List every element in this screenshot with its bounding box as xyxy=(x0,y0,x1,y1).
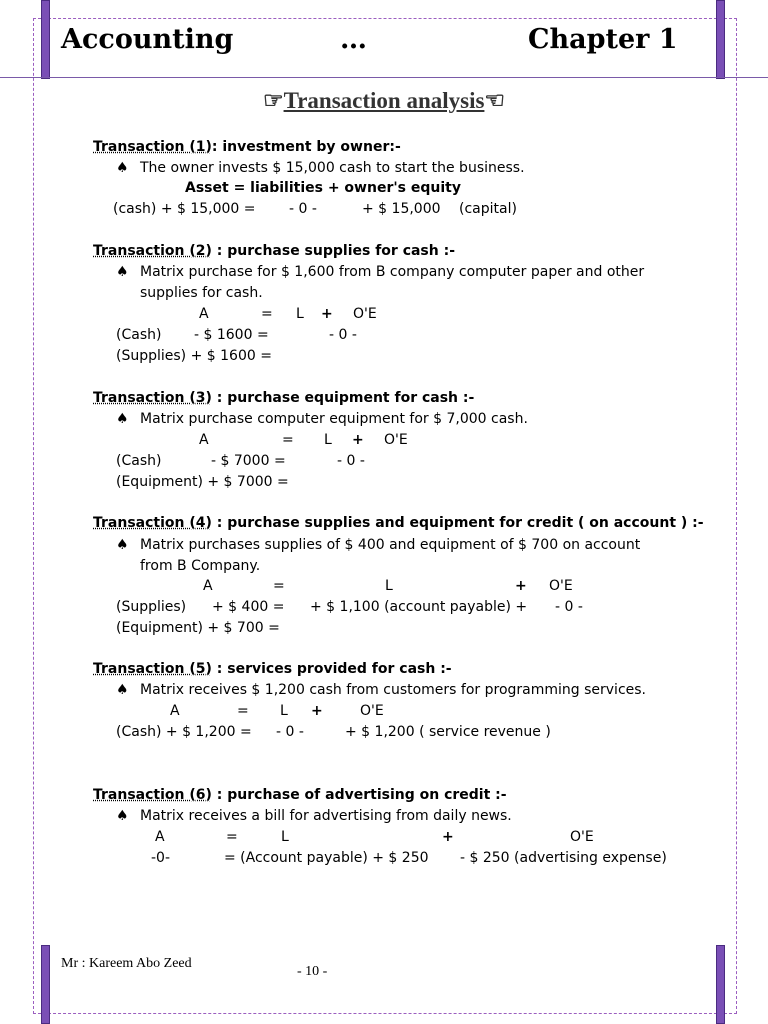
page-title xyxy=(0,88,768,114)
transaction-2-heading: Transaction (2) : purchase supplies for cash :- xyxy=(93,243,456,259)
transaction-4-description-cont: from B Company. xyxy=(140,558,261,574)
t1-liabilities: - 0 - xyxy=(289,201,317,217)
bottom-right-bar xyxy=(716,945,725,1024)
t3-col-l: L xyxy=(324,432,332,448)
t4-equity: - 0 - xyxy=(555,599,583,615)
t3-col-plus: + xyxy=(352,432,364,448)
t3-col-oe: O'E xyxy=(384,432,408,448)
t6-advertising-expense: - $ 250 (advertising expense) xyxy=(460,850,667,866)
footer-author: Mr : Kareem Abo Zeed xyxy=(61,956,192,971)
bottom-left-bar xyxy=(41,945,50,1024)
header-subject: Accounting xyxy=(61,24,234,55)
t3-cash-amount: - $ 7000 = xyxy=(211,453,286,469)
header-ellipsis: … xyxy=(340,24,367,55)
t2-cash-amount: - $ 1600 = xyxy=(194,327,269,343)
t6-asset: -0- xyxy=(151,850,171,866)
t6-col-a: A xyxy=(155,829,165,845)
t5-liabilities: - 0 - xyxy=(276,724,304,740)
transaction-1-heading: Transaction (1): investment by owner:- xyxy=(93,139,401,155)
t4-supplies-amount: + $ 400 = xyxy=(212,599,285,615)
t1-equity: + $ 15,000 xyxy=(362,201,441,217)
t2-col-a: A xyxy=(199,306,209,322)
transaction-3-description: Matrix purchase computer equipment for $ 7,000 cash. xyxy=(140,411,528,427)
t6-account-payable: = (Account payable) + $ 250 xyxy=(224,850,429,866)
t4-account-payable: + $ 1,100 (account payable) + xyxy=(310,599,528,615)
t1-capital: (capital) xyxy=(459,201,517,217)
t4-col-eq: = xyxy=(273,578,285,594)
t5-col-a: A xyxy=(170,703,180,719)
page-number: - 10 - xyxy=(297,964,328,979)
t4-col-plus: + xyxy=(515,578,527,594)
t2-col-l: L xyxy=(296,306,304,322)
t5-col-oe: O'E xyxy=(360,703,384,719)
spade-bullet-icon: ♠ xyxy=(116,808,129,824)
t2-supplies-entry: (Supplies) + $ 1600 = xyxy=(116,348,272,364)
spade-bullet-icon: ♠ xyxy=(116,537,129,553)
t5-col-eq: = xyxy=(237,703,249,719)
t2-col-eq: = xyxy=(261,306,273,322)
t6-col-plus: + xyxy=(442,829,454,845)
t3-cash-label: (Cash) xyxy=(116,453,162,469)
t1-cash-entry: (cash) + $ 15,000 = xyxy=(113,201,256,217)
t2-col-oe: O'E xyxy=(353,306,377,322)
transaction-2-description: Matrix purchase for $ 1,600 from B company computer paper and other xyxy=(140,264,645,280)
pointing-left-hand-icon: ☜ xyxy=(484,88,506,113)
t4-col-oe: O'E xyxy=(549,578,573,594)
pointing-right-hand-icon: ☞ xyxy=(262,88,284,113)
transaction-2-description-cont: supplies for cash. xyxy=(140,285,263,301)
header-rule xyxy=(0,77,768,78)
transaction-6-description: Matrix receives a bill for advertising from daily news. xyxy=(140,808,512,824)
t6-col-eq: = xyxy=(226,829,238,845)
t3-col-eq: = xyxy=(282,432,294,448)
t5-cash-entry: (Cash) + $ 1,200 = xyxy=(116,724,252,740)
spade-bullet-icon: ♠ xyxy=(116,411,129,427)
t3-liabilities: - 0 - xyxy=(337,453,365,469)
transaction-4-heading: Transaction (4) : purchase supplies and equipment for credit ( on account ) :- xyxy=(93,515,704,531)
transaction-1-description: The owner invests $ 15,000 cash to start the business. xyxy=(140,160,525,176)
spade-bullet-icon: ♠ xyxy=(116,682,129,698)
t4-equipment-entry: (Equipment) + $ 700 = xyxy=(116,620,280,636)
t4-col-a: A xyxy=(203,578,213,594)
top-right-bar xyxy=(716,0,725,79)
t5-col-l: L xyxy=(280,703,288,719)
transaction-3-heading: Transaction (3) : purchase equipment for cash :- xyxy=(93,390,475,406)
t3-col-a: A xyxy=(199,432,209,448)
header-chapter: Chapter 1 xyxy=(528,24,678,55)
t5-service-revenue: + $ 1,200 ( service revenue ) xyxy=(345,724,551,740)
spade-bullet-icon: ♠ xyxy=(116,264,129,280)
t2-liabilities: - 0 - xyxy=(329,327,357,343)
t6-col-oe: O'E xyxy=(570,829,594,845)
spade-bullet-icon: ♠ xyxy=(116,160,129,176)
transaction-5-heading: Transaction (5) : services provided for cash :- xyxy=(93,661,452,677)
t5-col-plus: + xyxy=(311,703,323,719)
transaction-5-description: Matrix receives $ 1,200 cash from customers for programming services. xyxy=(140,682,647,698)
t2-col-plus: + xyxy=(321,306,333,322)
transaction-6-heading: Transaction (6) : purchase of advertising on credit :- xyxy=(93,787,507,803)
t2-cash-label: (Cash) xyxy=(116,327,162,343)
transaction-4-description: Matrix purchases supplies of $ 400 and equipment of $ 700 on account xyxy=(140,537,641,553)
accounting-equation: Asset = liabilities + owner's equity xyxy=(185,180,461,196)
t6-col-l: L xyxy=(281,829,289,845)
t4-supplies-label: (Supplies) xyxy=(116,599,187,615)
top-left-bar xyxy=(41,0,50,79)
t4-col-l: L xyxy=(385,578,393,594)
title-text: Transaction analysis xyxy=(283,88,485,113)
t3-equipment-entry: (Equipment) + $ 7000 = xyxy=(116,474,289,490)
